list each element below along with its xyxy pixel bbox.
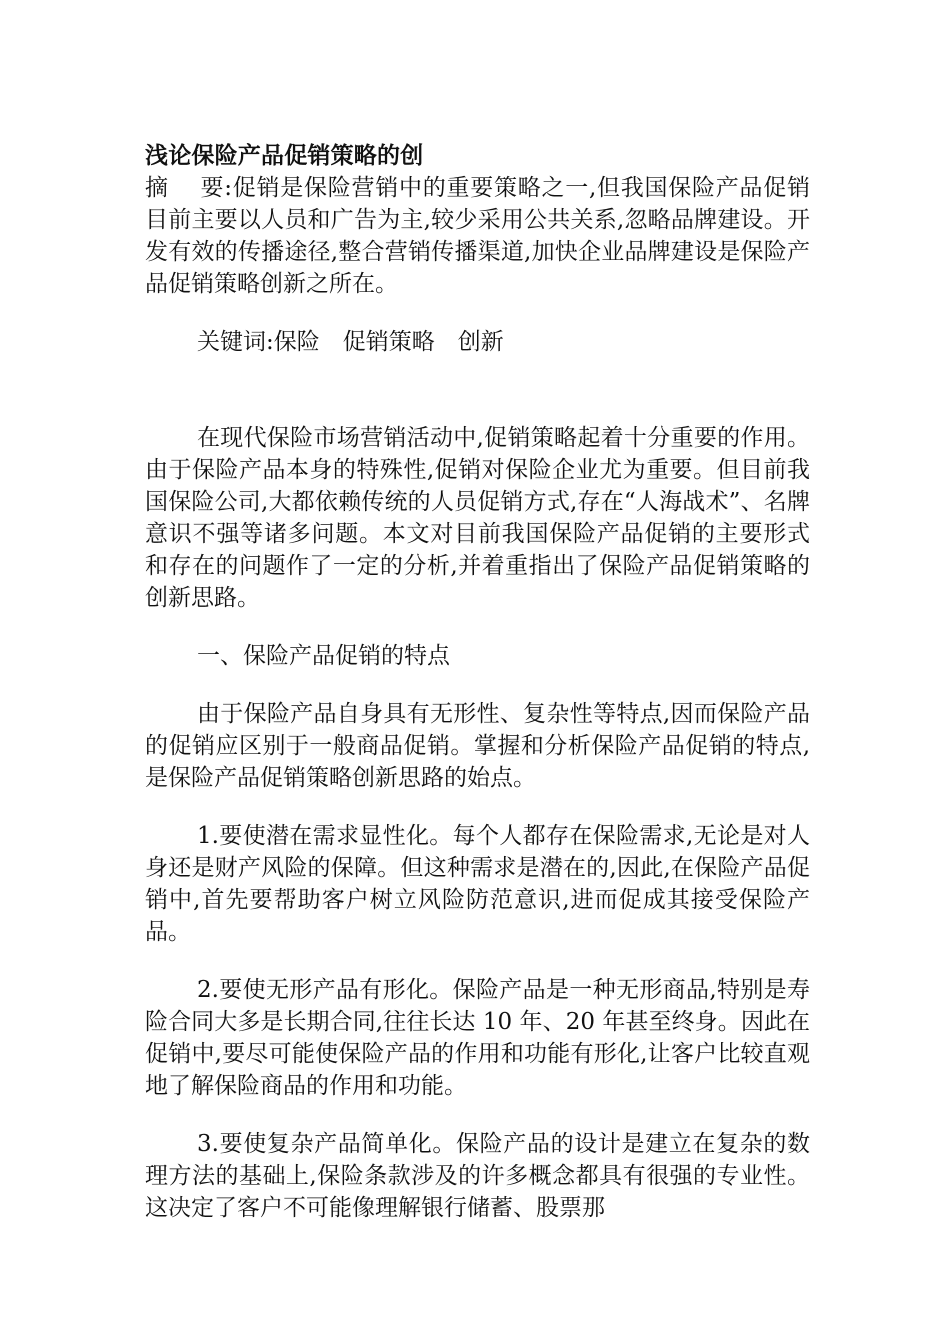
body-paragraph-point-2: 2.要使无形产品有形化。保险产品是一种无形商品,特别是寿险合同大多是长期合同,往往长达 10 年、20 年甚至终身。因此在促销中,要尽可能使保险产品的作用和功能有形化,让客户比较直观地了解保险商品的作用和功能。 — [145, 977, 810, 1099]
document-page — [145, 140, 810, 1224]
body-paragraph: 由于保险产品自身具有无形性、复杂性等特点,因而保险产品的促销应区别于一般商品促销。掌握和分析保险产品促销的特点,是保险产品促销策略创新思路的始点。 — [145, 701, 810, 791]
body-paragraph-intro: 在现代保险市场营销活动中,促销策略起着十分重要的作用。由于保险产品本身的特殊性,促销对保险企业尤为重要。但目前我国保险公司,大都依赖传统的人员促销方式,存在“人海战术”、名牌意识不强等诸多问题。本文对目前我国保险产品促销的主要形式和存在的问题作了一定的分析,并着重指出了保险产品促销策略的创新思路。 — [145, 425, 810, 611]
section-heading: 一、保险产品促销的特点 — [197, 643, 450, 669]
body-paragraph-point-3: 3.要使复杂产品简单化。保险产品的设计是建立在复杂的数理方法的基础上,保险条款涉及的许多概念都具有很强的专业性。这决定了客户不可能像理解银行储蓄、股票那 — [145, 1131, 810, 1221]
keywords-line: 关键词:保险 促销策略 创新 — [197, 329, 504, 355]
abstract-paragraph: 摘 要:促销是保险营销中的重要策略之一,但我国保险产品促销目前主要以人员和广告为主,较少采用公共关系,忽略品牌建设。开发有效的传播途径,整合营销传播渠道,加快企业品牌建设是保险产品促销策略创新之所在。 — [145, 175, 810, 297]
body-paragraph-point-1: 1.要使潜在需求显性化。每个人都存在保险需求,无论是对人身还是财产风险的保障。但这种需求是潜在的,因此,在保险产品促销中,首先要帮助客户树立风险防范意识,进而促成其接受保险产品。 — [145, 823, 810, 945]
document-title: 浅论保险产品促销策略的创 — [145, 142, 424, 169]
